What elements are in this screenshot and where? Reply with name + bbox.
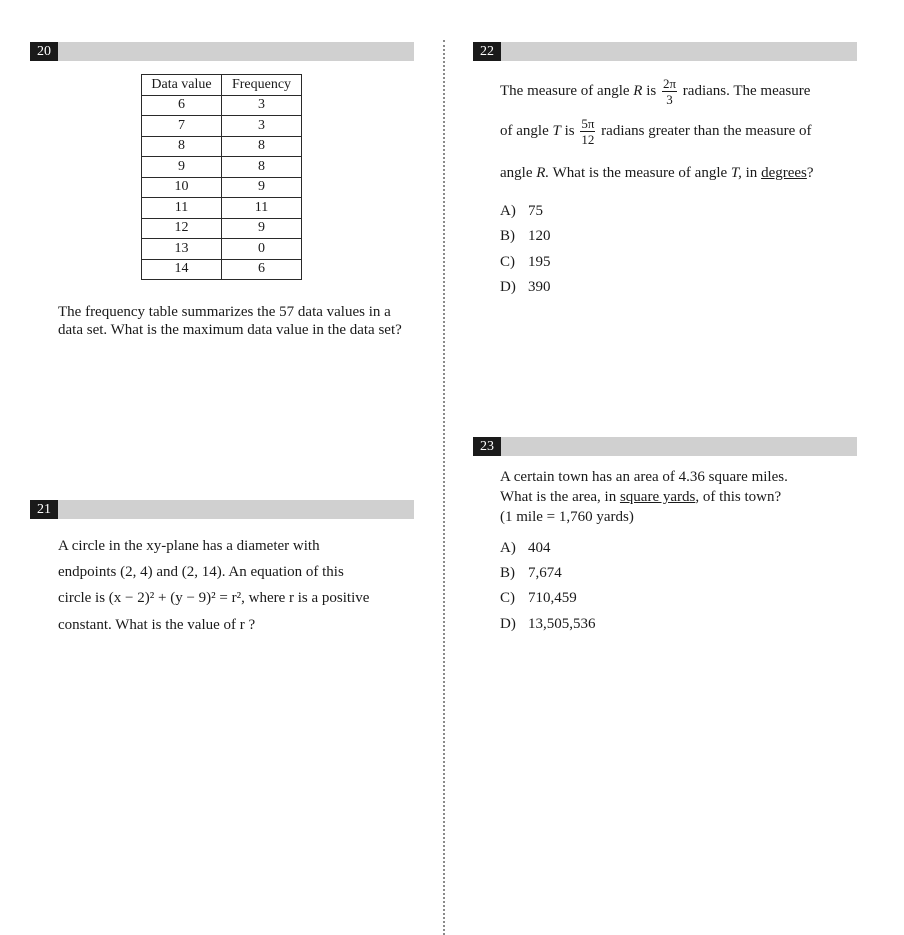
q22-text: is — [564, 122, 575, 139]
q22-text: radians greater than the measure of — [601, 122, 812, 139]
choice-b[interactable] — [500, 228, 551, 245]
table-cell: 10 — [142, 177, 222, 198]
column-header-data-value: Data value — [142, 75, 222, 96]
choice-d[interactable] — [500, 616, 596, 633]
question-23-line-1: A certain town has an area of 4.36 square miles. — [500, 469, 788, 485]
column-divider — [443, 40, 445, 935]
q22-text: radians. The measure — [682, 82, 811, 99]
q22-text: What is the measure of angle — [552, 165, 728, 181]
choice-value: 7,674 — [528, 565, 562, 581]
table-row — [142, 177, 302, 198]
question-number-21: 21 — [30, 500, 58, 519]
q22-text: ? — [806, 165, 814, 181]
table-cell: 13 — [142, 239, 222, 260]
table-cell: 9 — [222, 218, 302, 239]
table-cell: 9 — [222, 177, 302, 198]
question-21-line-3: circle is (x − 2)² + (y − 9)² = r², where r is a positive — [58, 590, 370, 606]
table-cell: 9 — [142, 157, 222, 178]
question-number-22: 22 — [473, 42, 501, 61]
table-cell: 3 — [222, 95, 302, 116]
question-20-text: The frequency table summarizes the 57 data values in a data set. What is the maximum data value in the data set? — [58, 304, 402, 338]
table-cell: 8 — [222, 136, 302, 157]
choice-label: A) — [500, 203, 516, 219]
question-23-header — [473, 437, 857, 456]
table-cell: 3 — [222, 116, 302, 137]
table-row — [142, 95, 302, 116]
table-cell: 6 — [142, 95, 222, 116]
table-cell: 11 — [142, 198, 222, 219]
question-22-line-2 — [500, 116, 812, 147]
table-row — [142, 157, 302, 178]
choice-a[interactable] — [500, 540, 551, 557]
table-cell: 12 — [142, 218, 222, 239]
question-21-line-4: constant. What is the value of r ? — [58, 617, 256, 633]
degrees-emphasis: degrees — [761, 165, 807, 181]
table-row — [142, 116, 302, 137]
choice-value: 710,459 — [528, 590, 577, 606]
q22-text: The measure of angle — [500, 82, 630, 99]
table-row — [142, 218, 302, 239]
q23-text: , of this town? — [695, 489, 782, 505]
question-number-20: 20 — [30, 42, 58, 61]
choice-value: 390 — [528, 279, 551, 295]
table-cell: 7 — [142, 116, 222, 137]
angle-r-variable: R — [633, 82, 643, 99]
table-header-row — [142, 75, 302, 96]
fraction-2pi-over-3: $\frac{2\pi}{3}$ — [662, 76, 677, 107]
column-header-frequency: Frequency — [222, 75, 302, 96]
choice-label: D) — [500, 279, 516, 295]
choice-label: C) — [500, 590, 515, 606]
angle-t-variable: T, — [730, 165, 742, 181]
fraction-5pi-over-12: $\frac{5\pi}{12}$ — [581, 116, 595, 147]
q22-text: of angle — [500, 122, 549, 139]
question-23-line-3: (1 mile = 1,760 yards) — [500, 509, 634, 525]
question-23-line-2 — [500, 489, 781, 506]
question-21-header — [30, 500, 414, 519]
table-row — [142, 136, 302, 157]
question-20-header — [30, 42, 414, 61]
table-row — [142, 239, 302, 260]
choice-value: 75 — [528, 203, 543, 219]
q22-text: angle — [500, 165, 533, 181]
q22-text: is — [646, 82, 657, 99]
frequency-table — [141, 74, 302, 280]
table-row — [142, 259, 302, 280]
q22-text: in — [745, 165, 758, 181]
choice-c[interactable] — [500, 254, 551, 271]
choice-label: A) — [500, 540, 516, 556]
angle-t-variable: T — [552, 122, 561, 139]
question-22-line-3 — [500, 165, 814, 182]
choice-d[interactable] — [500, 279, 551, 296]
q23-text: What is the area, in — [500, 489, 617, 505]
table-row — [142, 198, 302, 219]
table-cell: 6 — [222, 259, 302, 280]
question-21-line-2: endpoints (2, 4) and (2, 14). An equation of this — [58, 564, 344, 580]
choice-label: D) — [500, 616, 516, 632]
choice-value: 404 — [528, 540, 551, 556]
choice-value: 13,505,536 — [528, 616, 596, 632]
square-yards-emphasis: square yards — [619, 489, 696, 505]
choice-a[interactable] — [500, 203, 543, 220]
choice-value: 120 — [528, 228, 551, 244]
table-cell: 14 — [142, 259, 222, 280]
question-22-line-1 — [500, 76, 810, 107]
table-cell: 11 — [222, 198, 302, 219]
question-number-23: 23 — [473, 437, 501, 456]
question-22-header — [473, 42, 857, 61]
question-21-line-1: A circle in the xy-plane has a diameter with — [58, 538, 320, 554]
choice-label: B) — [500, 565, 515, 581]
table-cell: 8 — [222, 157, 302, 178]
table-cell: 8 — [142, 136, 222, 157]
choice-c[interactable] — [500, 590, 577, 607]
choice-value: 195 — [528, 254, 551, 270]
choice-label: C) — [500, 254, 515, 270]
choice-b[interactable] — [500, 565, 562, 582]
angle-r-variable: R. — [536, 165, 550, 181]
choice-label: B) — [500, 228, 515, 244]
table-cell: 0 — [222, 239, 302, 260]
